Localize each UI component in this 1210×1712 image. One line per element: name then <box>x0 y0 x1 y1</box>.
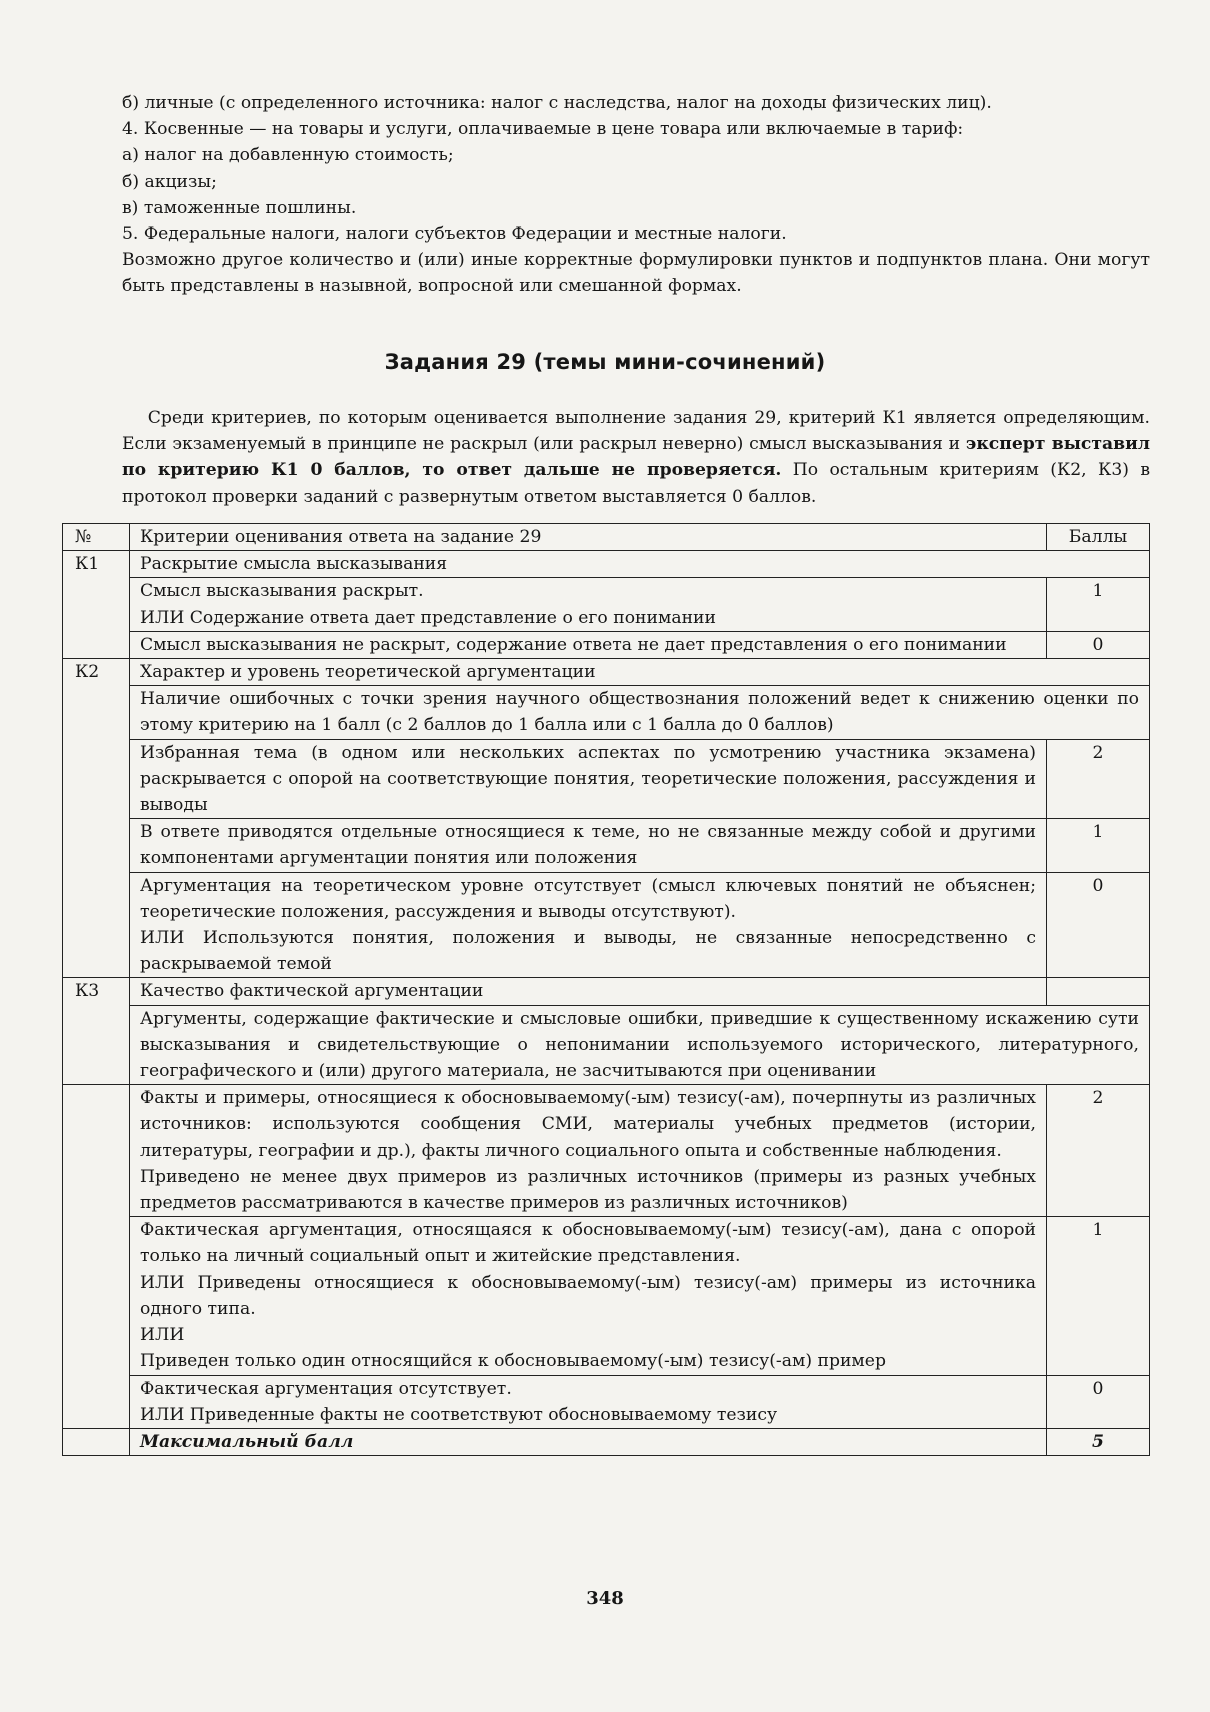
cell-line: Факты и примеры, относящиеся к обосновываемому(-ым) тезису(-ам), почерпнуты из различных источников: используются сообщения СМИ, материалы учебных предметов (истории, литературы, географии и др.), факты личного социального опыта и собственные наблюдения. <box>140 1088 1036 1161</box>
table-row <box>63 1085 1150 1217</box>
k3-row-2 <box>130 1217 1047 1375</box>
criteria-table <box>62 523 1150 1456</box>
k3-row-3-points: 0 <box>1047 1375 1150 1428</box>
k1-code: К1 <box>63 551 130 659</box>
intro-note: Возможно другое количество и (или) иные корректные формулировки пунктов и подпунктов плана. Они могут быть представлены в назывной, вопросной или смешанной формах. <box>122 250 1150 297</box>
section-title: Задания 29 (темы мини-сочинений) <box>384 350 826 374</box>
table-row <box>63 872 1150 978</box>
table-row <box>63 551 1150 578</box>
table-row <box>63 1217 1150 1375</box>
intro-line: 5. Федеральные налоги, налоги субъектов Федерации и местные налоги. <box>122 224 787 245</box>
k2-row-3-points: 0 <box>1047 872 1150 978</box>
intro-line: б) личные (с определенного источника: налог с наследства, налог на доходы физических лиц). <box>122 93 992 113</box>
table-row <box>63 578 1150 631</box>
k2-note: Наличие ошибочных с точки зрения научного обществознания положений ведет к снижению оценки по этому критерию на 1 балл (с 2 баллов до 1 балла или с 1 балла до 0 баллов) <box>130 686 1150 739</box>
cell-line: Смысл высказывания раскрыт. <box>140 581 424 602</box>
cell-line: Приведен только один относящийся к обосновываемому(-ым) тезису(-ам) пример <box>140 1351 886 1372</box>
table-row <box>63 659 1150 686</box>
k3-title-points <box>1047 978 1150 1005</box>
k3-row-1 <box>130 1085 1047 1217</box>
k3-title: Качество фактической аргументации <box>130 978 1047 1005</box>
cell-line: Приведено не менее двух примеров из различных источников (примеры из разных учебных предметов рассматриваются в качестве примеров из различных источников) <box>140 1166 1036 1214</box>
k2-row-2 <box>130 819 1047 872</box>
k2-row-1 <box>130 739 1047 819</box>
k3-row-1-points: 2 <box>1047 1085 1150 1217</box>
cell-line: ИЛИ Приведены относящиеся к обосновываемому(-ым) тезису(-ам) примеры из источника одного типа. <box>140 1272 1036 1319</box>
k3-code: К3 <box>63 978 130 1085</box>
table-row <box>63 1375 1150 1428</box>
cell-line: ИЛИ Используются понятия, положения и выводы, не связанные непосредственно с раскрываемой темой <box>140 928 1036 975</box>
page-number: 348 <box>586 1588 624 1609</box>
lead-bold: эксперт выставил по критерию К1 0 баллов, то ответ дальше не проверяется. <box>122 434 1150 481</box>
max-score-value: 5 <box>1047 1428 1150 1455</box>
k3-note: Аргументы, содержащие фактические и смысловые ошибки, приведшие к существенному искажению сути высказывания и свидетельствующие о непонимании используемого исторического, литературного, географического и (или) другого материала, не засчитываются при оценивании <box>130 1005 1150 1085</box>
k2-row-3 <box>130 872 1047 978</box>
k1-row-1-points: 1 <box>1047 578 1150 631</box>
cell-line: ИЛИ Содержание ответа дает представление о его понимании <box>140 607 716 628</box>
header-points: Баллы <box>1047 524 1150 551</box>
intro-line: б) акцизы; <box>122 171 217 192</box>
cell-line: ИЛИ Приведенные факты не соответствуют обосновываемому тезису <box>140 1404 778 1425</box>
cell-line: Избранная тема (в одном или нескольких аспектах по усмотрению участника экзамена) раскрывается с опорой на соответствующие понятия, теоретические положения, рассуждения и выводы <box>140 742 1036 816</box>
table-row <box>63 978 1150 1005</box>
cell-line: Смысл высказывания не раскрыт, содержание ответа не дает представления о его понимании <box>140 634 1007 655</box>
max-score-label: Максимальный балл <box>130 1428 1047 1455</box>
table-max-row <box>63 1428 1150 1455</box>
table-row <box>63 739 1150 819</box>
k3-row-3 <box>130 1375 1047 1428</box>
lead-part1: Среди критериев, по которым оценивается выполнение задания 29, критерий К1 является определяющим. Если экзаменуемый в принципе не раскрыл (или раскрыл неверно) смысл высказывания и <box>122 408 1150 455</box>
cell-line: ИЛИ <box>140 1325 185 1346</box>
lead-paragraph <box>122 405 1150 510</box>
k1-row-2 <box>130 631 1047 658</box>
intro-line: а) налог на добавленную стоимость; <box>122 145 454 166</box>
intro-line: 4. Косвенные — на товары и услуги, оплачиваемые в цене товара или включаемые в тариф: <box>122 119 964 140</box>
cell-line: Фактическая аргументация отсутствует. <box>140 1378 512 1399</box>
cell-line: Фактическая аргументация, относящаяся к обосновываемому(-ым) тезису(-ам), дана с опорой только на личный социальный опыт и житейские представления. <box>140 1220 1036 1267</box>
header-criteria: Критерии оценивания ответа на задание 29 <box>130 524 1047 551</box>
k2-code: К2 <box>63 659 130 978</box>
k1-title: Раскрытие смысла высказывания <box>130 551 1150 578</box>
cell-line: В ответе приводятся отдельные относящиеся к теме, но не связанные между собой и другими компонентами аргументации понятия или положения <box>140 822 1036 869</box>
k1-row-2-points: 0 <box>1047 631 1150 658</box>
k2-row-2-points: 1 <box>1047 819 1150 872</box>
intro-text <box>122 90 1150 300</box>
k3-row-2-points: 1 <box>1047 1217 1150 1375</box>
k2-row-1-points: 2 <box>1047 739 1150 819</box>
header-num: № <box>63 524 130 551</box>
lead-part2: По остальным критериям (К2, К3) в протокол проверки заданий с развернутым ответом выставляется 0 баллов. <box>122 460 1150 507</box>
k2-title: Характер и уровень теоретической аргументации <box>130 659 1150 686</box>
max-empty-num <box>63 1428 130 1455</box>
table-row <box>63 686 1150 739</box>
table-row <box>63 819 1150 872</box>
k1-row-1 <box>130 578 1047 631</box>
intro-line: в) таможенные пошлины. <box>122 197 357 218</box>
table-row <box>63 631 1150 658</box>
k3-empty-num <box>63 1085 130 1429</box>
cell-line: Аргументация на теоретическом уровне отсутствует (смысл ключевых понятий не объяснен; теоретические положения, рассуждения и выводы отсутствуют). <box>140 875 1036 922</box>
table-header-row <box>63 524 1150 551</box>
table-row <box>63 1005 1150 1085</box>
